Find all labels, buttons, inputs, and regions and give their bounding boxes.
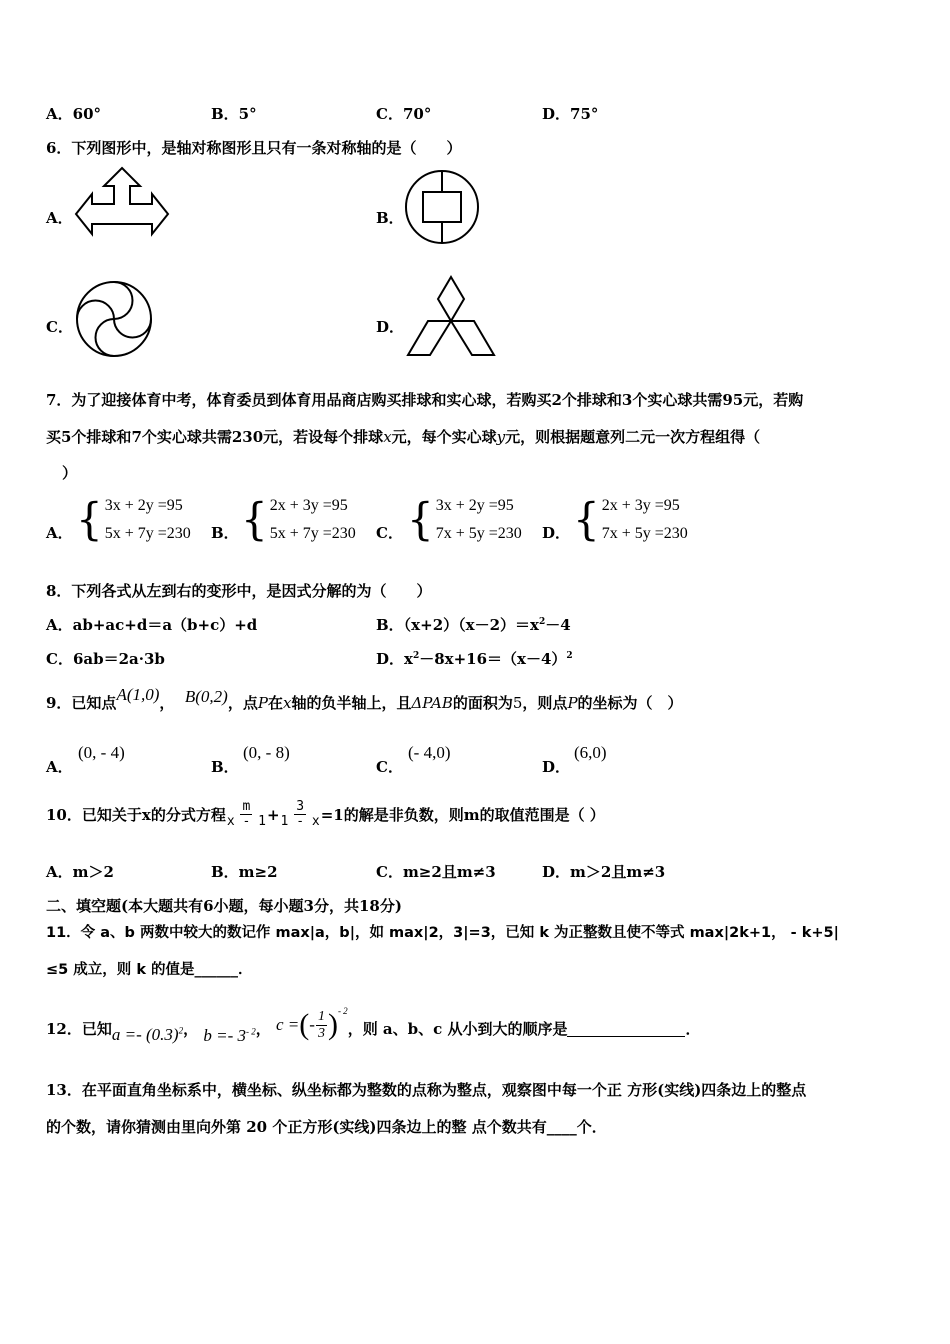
q11-line2: ≤5 成立，则 k 的值是______． (46, 962, 253, 978)
q7-option-b-label: B． (211, 524, 239, 542)
three-diamonds-figure (404, 275, 498, 359)
circle-square-figure (403, 168, 481, 246)
q7-line2: 买5个排球和7个实心球共需230元，若设每个排球x元，每个实心球y元，则根据题意列二元一次方程组得（ (46, 428, 761, 446)
q5-option-a: A．60° (46, 105, 102, 123)
q7-option-d-system: { 2x + 3y =95 7x + 5y =230 (573, 493, 688, 546)
section-2-heading: 二、填空题(本大题共有6小题，每小题3分，共18分) (46, 897, 402, 915)
q9-option-d-label: D． (542, 758, 571, 776)
q9-option-c-label: C． (376, 758, 403, 776)
q7-option-a-label: A． (46, 524, 73, 542)
q5-option-d: D．75° (542, 105, 599, 123)
q7-option-b-system: { 2x + 3y =95 5x + 7y =230 (241, 493, 356, 546)
q9-option-a: (0, - 4) (78, 743, 125, 762)
q11-line1: 11．令 a、b 两数中较大的数记作 max|a，b|，如 max|2，3|=3，已知 k 为正整数且使不等式 max|2k+1， - k+5| (46, 925, 839, 941)
q12-stem: 12．已知 $a =- (0.3)^2$ ， $b =- 3^{- 2}$ ， c = ( - $\frac{1}{3}$ ) $^{- 2}$ ，则 a、b、c 从小到大的顺序是 ． (46, 1006, 701, 1045)
q13-line2: 的个数，请你猜测由里向外第 20 个正方形(实线)四条边上的整 点个数共有____个． (46, 1118, 607, 1136)
q10-option-c: C．m≥2且m≠3 (376, 863, 496, 881)
q10-stem: 10．已知关于x的分式方程 $\frac{m}{x - 1}$ + $\frac{3}{1 - x}$ =1的解是非负数，则m的取值范围是（ ） (46, 799, 605, 829)
q9-option-b: (0, - 8) (243, 743, 290, 762)
q7-line3: ） (62, 464, 78, 482)
q10-option-a: A．m＞2 (46, 863, 114, 881)
q8-option-d: D．$x^2-8x+16=(x-4)^2$ (376, 650, 573, 668)
q10-option-d: D．m＞2且m≠3 (542, 863, 666, 881)
pinwheel-figure (74, 279, 154, 359)
q7-option-c-label: C． (376, 524, 403, 542)
q5-option-b: B．5° (211, 105, 257, 123)
q7-line1: 7．为了迎接体育中考，体育委员到体育用品商店购买排球和实心球，若购买2个排球和3个实心球共需95元，若购 (46, 391, 804, 409)
q9-option-d: (6,0) (574, 743, 607, 762)
q6-option-a-label: A． (46, 209, 73, 227)
q7-option-c-system: { 3x + 2y =95 7x + 5y =230 (407, 493, 522, 546)
q6-option-b-label: B． (376, 209, 404, 227)
q8-stem: 8．下列各式从左到右的变形中，是因式分解的为（ ） (46, 582, 432, 600)
q8-option-a: A．ab+ac+d＝a（b+c）+d (46, 616, 258, 634)
q9-option-b-label: B． (211, 758, 239, 776)
arrows-figure (74, 166, 170, 246)
q9-stem: 9．已知点A(1,0)， B(0,2)，点P在x轴的负半轴上，且ΔPAB的面积为5，则点P的坐标为（ ） (46, 685, 683, 712)
q5-option-c: C．70° (376, 105, 432, 123)
q6-option-c-label: C． (46, 318, 73, 336)
q13-line1: 13．在平面直角坐标系中，横坐标、纵坐标都为整数的点称为整点，观察图中每一个正 方形(实线)四条边上的整点 (46, 1081, 807, 1099)
q6-option-d-label: D． (376, 318, 405, 336)
q10-option-b: B．m≥2 (211, 863, 278, 881)
q7-option-d-label: D． (542, 524, 571, 542)
q9-option-c: (- 4,0) (408, 743, 451, 762)
q7-option-a-system: { 3x + 2y =95 5x + 7y =230 (76, 493, 191, 546)
q9-option-a-label: A． (46, 758, 73, 776)
q8-option-b: B．$(x+2)(x-2)=x^2-4$ (376, 616, 571, 634)
q6-stem: 6．下列图形中，是轴对称图形且只有一条对称轴的是（ ） (46, 139, 462, 157)
q8-option-c: C．6ab＝2a·3b (46, 650, 165, 668)
